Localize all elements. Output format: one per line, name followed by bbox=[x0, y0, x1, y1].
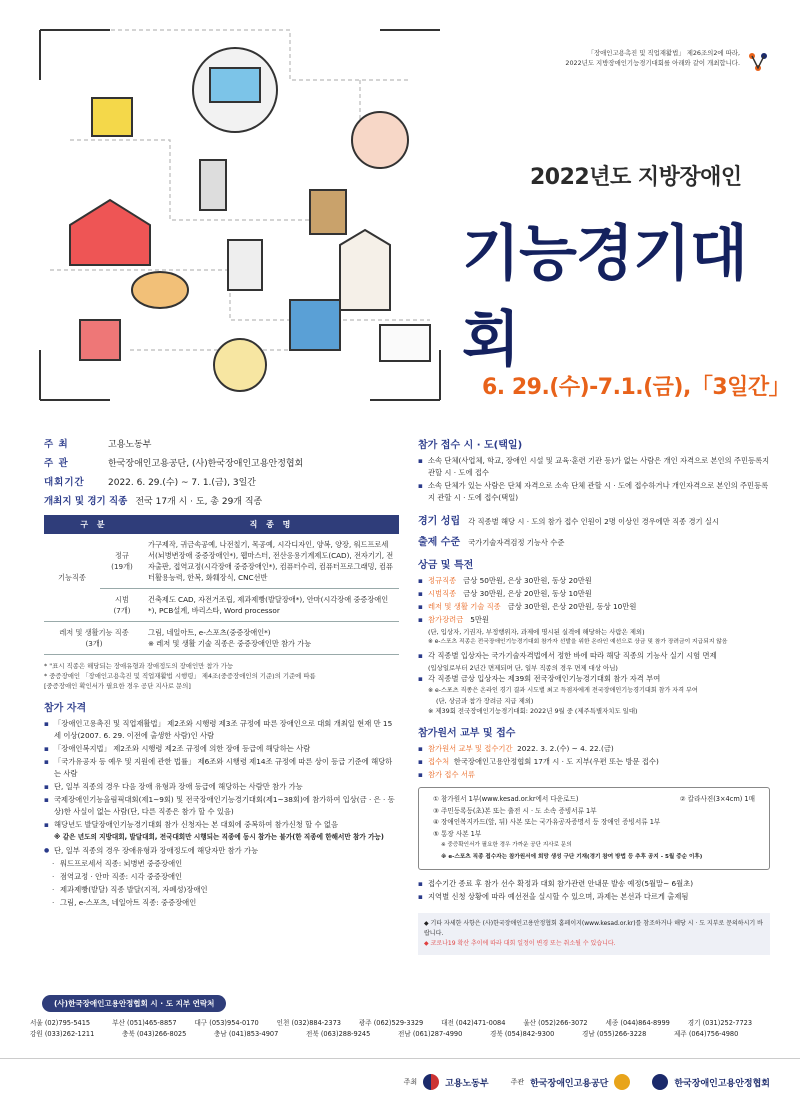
list-item: ▪ 단, 일부 직종의 경우 다음 장애 유형과 장애 등급에 해당하는 사람만 참가 가능 bbox=[44, 781, 399, 793]
benefit-note: (입상일로부터 2년간 면제되며 단, 일부 직종의 경우 면제 대상 아님) bbox=[428, 664, 618, 672]
contact-header: (사)한국장애인고용안정협회 시 · 도 지부 연락처 bbox=[42, 995, 226, 1012]
list-item: ▪ 각 직종별 입상자는 국가기술자격법에서 정한 바에 따라 해당 직종의 기능사 실기 시험 면제 bbox=[418, 650, 770, 662]
sponsor-name: 한국장애인고용안정협회 bbox=[674, 1078, 770, 1089]
contact-item: 경남 (055)266-3228 bbox=[582, 1030, 647, 1038]
doc-key: 참가 접수 서류 bbox=[428, 770, 475, 779]
hero-title: 기능경기대회 bbox=[462, 219, 747, 375]
section-title-qualification: 참가 자격 bbox=[44, 703, 87, 714]
list-item: ▪ 소속 단체가 있는 사람은 단체 자격으로 소속 단체 관할 시 · 도에 접수하거나 개인자격으로 본인의 주민등록지 관할 시 · 도에 접수(택일) bbox=[418, 480, 770, 504]
legal-line-2: 2022년도 지방장애인기능경기대회를 아래와 같이 개최합니다. bbox=[565, 59, 740, 67]
sponsor-name: 한국장애인고용공단 bbox=[530, 1078, 609, 1089]
job-category-table bbox=[44, 515, 399, 655]
prize-note: ※ e-스포츠 직종은 전국장애인기능경기대회 참가자 선발을 위한 온라인 예선으로 상금 및 참가 장려금이 지급되지 않음 bbox=[428, 639, 728, 645]
ministry-logo-icon bbox=[423, 1074, 439, 1090]
contact-item: 부산 (051)465-8857 bbox=[112, 1019, 177, 1027]
info-host bbox=[44, 436, 399, 450]
contact-item: 세종 (044)864-8999 bbox=[605, 1019, 670, 1027]
table-row-value: 그림, 네일아트, e-스포츠(중증장애인*) bbox=[148, 628, 271, 637]
prize-value: 금상 50만원, 은상 30만원, 동상 20만원 bbox=[463, 576, 592, 585]
right-column bbox=[418, 436, 770, 955]
doc-value: 2022. 3. 2.(수) ~ 4. 22.(금) bbox=[517, 744, 614, 753]
info-venue bbox=[44, 493, 399, 507]
list-item: · 그림, e-스포츠, 네일아트 직종: 중증장애인 bbox=[44, 897, 399, 909]
info-organizer bbox=[44, 455, 399, 469]
list-item: ▪ 「국가유공자 등 예우 및 지원에 관한 법률」 제6조와 시행령 제14조 규정에 따른 상이 등급 기준에 해당하는 사람 bbox=[44, 756, 399, 780]
qualification-note: ※ 같은 년도의 지방대회, 발달대회, 전국대회만 시행되는 직종에 동시 참가는 불가(한 직종에 한해서만 참가 가능) bbox=[54, 833, 384, 841]
list-item: · 워드프로세서 직종: 뇌병변 중증장애인 bbox=[44, 858, 399, 870]
table-row-label: 정규 (19개) bbox=[100, 534, 144, 589]
section-title-documents: 참가원서 교부 및 접수 bbox=[418, 728, 516, 739]
info-label: 대회기간 bbox=[44, 477, 85, 488]
table-row-value: 가구제작, 귀금속공예, 나전칠기, 목공예, 시각디자인, 양복, 양장, 워드프로세서(뇌병변장애 중증장애인*), 웹마스터, 전산응용기계제도(CAD), 전자기기, 전자출판, 접역교정(시각장애 중증장애인*), 컴퓨터수리, 컴퓨터프로그래밍, 컴퓨터활용능력, 한복, 화훼장식, CNC선반 bbox=[144, 534, 399, 589]
contact-list bbox=[30, 1018, 770, 1040]
contact-item: 대전 (042)471-0084 bbox=[441, 1019, 506, 1027]
footnote-warning: ◆ 코로나19 확산 추이에 따라 대회 일정이 변경 또는 취소될 수 있습니다. bbox=[424, 940, 616, 947]
list-item: ▪ 각 직종별 금상 입상자는 제39회 전국장애인기능경기대회 참가 자격 부여 bbox=[418, 673, 770, 685]
doc-note: ※ 중증확인서가 필요한 경우 가까운 공단 지사로 문의 bbox=[441, 842, 572, 848]
kesad-logo-icon bbox=[652, 1074, 668, 1090]
list-item bbox=[418, 588, 770, 600]
footnote-box bbox=[418, 913, 770, 955]
benefit-list-2 bbox=[418, 673, 770, 685]
contact-item: 전북 (063)288-9245 bbox=[306, 1030, 371, 1038]
sponsor-organizer-2 bbox=[652, 1074, 770, 1090]
benefit-note: ※ e-스포츠 직종은 온라인 경기 결과 시도별 최고 득점자에게 전국장애인기능경기대회 참가 자격 부여 bbox=[428, 687, 698, 694]
prize-value: 5만원 bbox=[470, 615, 489, 624]
info-value: 한국장애인고용공단, (사)한국장애인고용안정협회 bbox=[108, 459, 304, 469]
list-item: ▪ 「장애인고용촉진 및 직업재활법」 제2조와 시행령 제3조 규정에 따른 장애인으로 대회 개최일 현재 만 15세 이상(2007. 6. 29. 이전에 출생한 사람)인 사람 bbox=[44, 718, 399, 742]
list-item bbox=[418, 575, 770, 587]
contact-item: 경북 (054)842-9300 bbox=[490, 1030, 555, 1038]
contact-item: 제주 (064)756-4980 bbox=[674, 1030, 739, 1038]
qualification-dash-list bbox=[44, 858, 399, 909]
info-value: 2022. 6. 29.(수) ~ 7. 1.(금), 3일간 bbox=[108, 478, 256, 488]
doc-key: 접수처 bbox=[428, 757, 450, 766]
list-item: ▪ 소속 단체(사업체, 학교, 장애인 시설 및 교육·훈련 기관 등)가 없는 사람은 개인 자격으로 본인의 주민등록지 관할 시 · 도에 접수 bbox=[418, 455, 770, 479]
left-column bbox=[44, 436, 399, 910]
post-apply-list bbox=[418, 878, 770, 903]
list-item bbox=[418, 614, 770, 626]
section-title-apply: 참가 접수 시 · 도(택일) bbox=[418, 440, 523, 451]
doc-item: ④ 장애인복지카드(앞, 뒤) 사본 또는 국가유공자증명서 등 장애인 증빙서류 1부 bbox=[433, 818, 661, 826]
list-item: ▪ 접수기간 종료 후 참가 선수 확정과 대회 참가관련 안내문 발송 예정(5월말~ 6월초) bbox=[418, 878, 770, 890]
list-item: · 점역교정 · 안마 직종: 시각 중증장애인 bbox=[44, 871, 399, 883]
table-row-label: 레저 및 생활기능 직종 (3개) bbox=[44, 622, 144, 655]
prize-key: 레저 및 생활 기술 직종 bbox=[428, 602, 501, 611]
contact-item: 인천 (032)884-2373 bbox=[276, 1019, 341, 1027]
benefit-note: ※ 제39회 전국장애인기능경기대회: 2022년 9월 중 (제주특별자치도 일대) bbox=[428, 707, 638, 715]
doc-item: ② 칼라사진(3×4cm) 1매 bbox=[679, 795, 755, 803]
table-note: [중증장애인 확인서가 필요한 경우 공단 지사로 문의] bbox=[44, 682, 191, 690]
hero-banner bbox=[0, 0, 800, 420]
contact-item: 광주 (062)529-3329 bbox=[358, 1019, 424, 1027]
competition-establishment bbox=[418, 512, 770, 527]
prize-key: 시범직종 bbox=[428, 589, 457, 598]
doc-note: ※ e-스포츠 직종 접수자는 참가원서에 희망 생성 구단 기재(경기 참여 방법 등 추후 공지 - 5월 중순 이후) bbox=[441, 853, 703, 860]
prize-note: (단, 입상자, 기권자, 부정행위자, 과제에 명시된 실격에 해당하는 사람은 제외) bbox=[428, 628, 645, 636]
section-label: 출제 수준 bbox=[418, 537, 461, 548]
table-header-job: 직 종 명 bbox=[144, 515, 399, 534]
contact-item: 충북 (043)266-8025 bbox=[122, 1030, 187, 1038]
doc-value: 한국장애인고용안정협회 17개 시 · 도 지부(우편 또는 방문 접수) bbox=[453, 757, 659, 766]
exam-level bbox=[418, 533, 770, 548]
contact-item: 대구 (053)954-0170 bbox=[194, 1019, 259, 1027]
required-documents-box bbox=[418, 787, 770, 870]
document-list bbox=[418, 743, 770, 781]
info-label: 개최지 및 경기 직종 bbox=[44, 496, 128, 507]
table-group-skills: 기능직종 bbox=[44, 534, 100, 622]
apply-list bbox=[418, 455, 770, 504]
contact-item: 서울 (02)795-5415 bbox=[30, 1019, 91, 1027]
contact-item: 충남 (041)853-4907 bbox=[214, 1030, 279, 1038]
sponsor-bar bbox=[0, 1058, 800, 1105]
benefit-note: (단, 상금과 참가 장려금 지급 제외) bbox=[436, 697, 534, 705]
table-note: * 중증장애인 「장애인고용촉진 및 직업재활법 시행령」 제4조(중증장애인의 기준)의 기준에 따름 bbox=[44, 672, 316, 680]
table-row-label: 시범 (7개) bbox=[100, 589, 144, 622]
sponsor-organizer bbox=[511, 1074, 631, 1090]
sponsor-host bbox=[404, 1074, 489, 1090]
prize-value: 금상 30만원, 은상 20만원, 동상 10만원 bbox=[463, 589, 592, 598]
legal-notice bbox=[490, 48, 740, 68]
section-title-prizes: 상금 및 특전 bbox=[418, 560, 474, 571]
contact-row bbox=[30, 1018, 770, 1029]
section-value: 국가기술자격검정 기능사 수준 bbox=[468, 538, 565, 547]
list-item: ▪ 해당년도 발달장애인기능경기대회 참가 신청자는 본 대회에 중복하여 참가신청 할 수 없음 bbox=[44, 819, 399, 831]
list-item: ● 단, 일부 직종의 경우 장애유형과 장애정도에 해당자만 참가 가능 bbox=[44, 845, 399, 857]
table-note: * "표시 직종은 해당되는 장애유형과 장애정도의 장애인만 참가 가능 bbox=[44, 662, 234, 670]
kead-logo-icon bbox=[614, 1074, 630, 1090]
list-item bbox=[418, 756, 770, 768]
hero-dates: 6. 29.(수)-7.1.(금),「3일간」 bbox=[482, 375, 791, 400]
list-item bbox=[418, 601, 770, 613]
contact-item: 전남 (061)287-4990 bbox=[398, 1030, 463, 1038]
doc-item: ① 참가원서 1부(www.kesad.or.kr에서 다운로드) bbox=[433, 795, 579, 803]
info-period bbox=[44, 474, 399, 488]
prize-key: 참가장려금 bbox=[428, 615, 464, 624]
qualification-sub-list bbox=[44, 845, 399, 857]
footnote: ◆ 기타 자세한 사항은 (사)한국장애인고용안정협회 홈페이지(www.kesad.or.kr)를 참조하거나 해당 시 · 도 지부로 문의하시기 바랍니다. bbox=[424, 920, 763, 937]
prize-key: 정규직종 bbox=[428, 576, 457, 585]
qualification-list bbox=[44, 718, 399, 831]
hero-subtitle: 2022년도 지방장애인 bbox=[530, 165, 742, 190]
info-value: 고용노동부 bbox=[108, 440, 152, 450]
contact-item: 울산 (052)266-3072 bbox=[523, 1019, 588, 1027]
table-row-note: ※ 레저 및 생활 기술 직종은 중증장애인만 참가 가능 bbox=[148, 639, 312, 648]
sponsor-label: 주관 bbox=[510, 1078, 525, 1086]
sponsor-name: 고용노동부 bbox=[445, 1078, 489, 1089]
list-item: ▪ 지역별 신청 상황에 따라 예선전을 실시할 수 있으며, 과제는 본선과 다르게 출제됨 bbox=[418, 891, 770, 903]
contact-item: 경기 (031)252-7723 bbox=[687, 1019, 753, 1027]
legal-line-1: 「장애인고용촉진 및 직업재활법」 제26조의2에 따라, bbox=[587, 49, 740, 57]
info-value: 전국 17개 시 · 도, 총 29개 직종 bbox=[135, 497, 263, 507]
info-label: 주 최 bbox=[44, 439, 69, 450]
skills-illustration bbox=[30, 20, 450, 410]
list-item: · 제과제빵(발달) 직종 발달(지적, 자폐성)장애인 bbox=[44, 884, 399, 896]
doc-item: ③ 주민등록등(초)본 또는 출전 시 · 도 소속 증빙서류 1부 bbox=[433, 806, 597, 815]
table-row-value: 건축제도 CAD, 자전거조립, 제과제빵(발달장애*), 안마(시각장애 중증장애인*), PCB설계, 바리스타, Word processor bbox=[144, 589, 399, 622]
list-item bbox=[418, 769, 770, 781]
info-label: 주 관 bbox=[44, 458, 69, 469]
list-item: ▪ 「장애인복지법」 제2조와 시행령 제2조 규정에 의한 장애 등급에 해당하는 사람 bbox=[44, 743, 399, 755]
org-logo-icon bbox=[746, 50, 770, 74]
section-label: 경기 성립 bbox=[418, 516, 461, 527]
doc-key: 참가원서 교부 및 접수기간 bbox=[428, 744, 513, 753]
table-header-category: 구 분 bbox=[44, 515, 144, 534]
sponsor-label: 주최 bbox=[403, 1078, 418, 1086]
prize-value: 금상 30만원, 은상 20만원, 동상 10만원 bbox=[507, 602, 637, 611]
contact-item: 강원 (033)262-1211 bbox=[30, 1030, 95, 1038]
section-value: 각 직종별 해당 시 · 도의 참가 접수 인원이 2명 이상인 경우에만 직종 경기 실시 bbox=[468, 517, 720, 526]
list-item bbox=[418, 743, 770, 755]
prize-list bbox=[418, 575, 770, 626]
doc-item: ⑤ 통장 사본 1부 bbox=[433, 829, 482, 838]
list-item: ▪ 국제장애인기능올림픽대회(제1~9회) 및 전국장애인기능경기대회(제1~38회)에 참가하여 입상(금 · 은 · 동상)한 사실이 없는 사람(단, 다른 직종은 참가 할 수 있음) bbox=[44, 794, 399, 818]
contact-row bbox=[30, 1029, 770, 1040]
table-notes bbox=[44, 661, 399, 691]
benefit-list bbox=[418, 650, 770, 662]
